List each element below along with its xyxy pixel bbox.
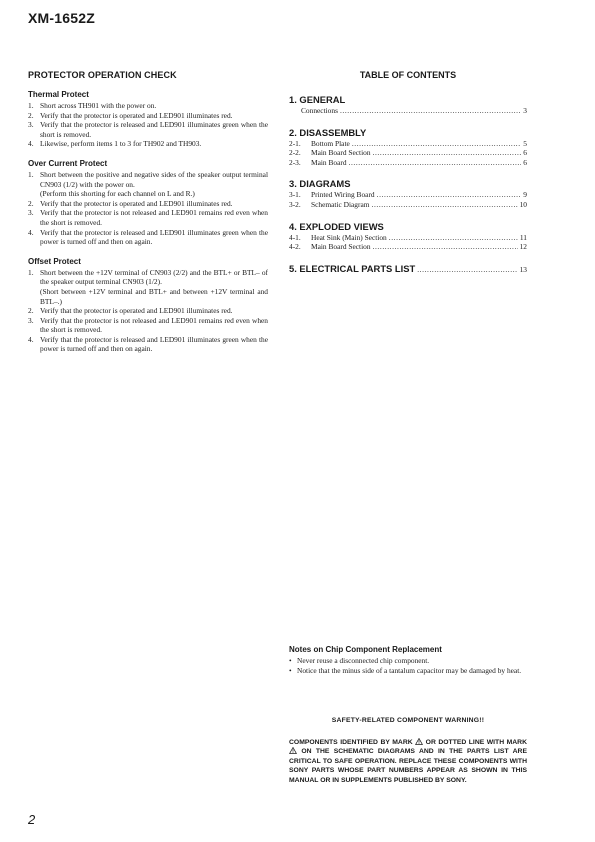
toc-section-title: 5. ELECTRICAL PARTS LIST	[289, 262, 416, 274]
item-text	[40, 268, 268, 306]
list-item	[28, 306, 268, 316]
item-text: Verify that the protector is operated and LED901 illuminates red.	[40, 306, 233, 316]
thermal-protect-title: Thermal Protect	[28, 90, 89, 99]
item-text: Verify that the protector is released and LED901 illuminates green when the short is removed.	[40, 120, 268, 139]
warning-text-2: OR DOTTED LINE WITH MARK	[425, 739, 527, 746]
item-number: 2.	[28, 306, 34, 316]
toc-section-title[interactable]: 2. DISASSEMBLY	[289, 126, 367, 138]
table-of-contents	[289, 70, 527, 274]
toc-entry[interactable]	[289, 190, 527, 200]
toc-entry-number: 4-1.	[289, 232, 301, 242]
toc-entry-number: 2-2.	[289, 148, 301, 158]
toc-section-exploded-views	[289, 221, 527, 252]
thermal-protect-group	[28, 90, 268, 149]
leader-dots	[352, 139, 521, 149]
toc-entry-page: 12	[519, 242, 527, 252]
leader-dots	[349, 158, 522, 168]
toc-entry[interactable]	[289, 106, 527, 116]
toc-entry-text: Schematic Diagram	[311, 199, 370, 209]
toc-entry-text: Main Board Section	[311, 242, 371, 252]
item-text-extra: (Perform this shorting for each channel on L and R.)	[40, 189, 195, 199]
item-text-main: Short between the positive and negative sides of the speaker output terminal CN903 (1/2) with the power on.	[40, 169, 268, 189]
item-text: Verify that the protector is not released and LED901 remains red even when the short is removed.	[40, 315, 268, 335]
safety-warning-title: SAFETY-RELATED COMPONENT WARNING!!	[331, 717, 485, 724]
item-number: 1.	[28, 267, 34, 277]
leader-dots	[377, 190, 522, 200]
toc-entry-number: 3-1.	[289, 190, 301, 200]
offset-protect-title: Offset Protect	[28, 256, 81, 266]
toc-entry[interactable]	[289, 200, 527, 210]
item-text: Verify that the protector is operated and LED901 illuminates red.	[40, 110, 233, 120]
item-text	[40, 170, 268, 199]
leader-dots	[389, 233, 518, 243]
toc-entry-page: 9	[523, 190, 527, 200]
item-text: Verify that the protector is not released and LED901 remains red even when the short is removed.	[40, 208, 268, 227]
toc-entry-number: 4-2.	[289, 242, 301, 252]
list-item	[28, 199, 268, 209]
over-current-protect-group	[28, 159, 268, 247]
toc-entry-number: 2-3.	[289, 157, 301, 167]
leader-dots	[373, 148, 522, 158]
leader-dots	[417, 265, 517, 274]
warning-text-3: ON THE SCHEMATIC DIAGRAMS AND IN THE PARTS LIST ARE CRITICAL TO SAFE OPERATION. REPLACE THESE COMPONENTS WITH SONY PARTS WHOSE PART NUMBERS APPEAR AS SHOWN IN THIS MANUAL OR IN SUPPLEMENTS PUBLISHED BY SONY.	[289, 748, 528, 784]
list-item	[289, 666, 527, 676]
item-text: Verify that the protector is released and LED901 illuminates green when the power is turned off and then on again.	[40, 227, 268, 247]
item-number: 3.	[28, 120, 34, 130]
toc-entry-page: 3	[523, 106, 527, 115]
toc-entry-number: 2-1.	[289, 138, 301, 148]
toc-section-title[interactable]: 4. EXPLODED VIEWS	[289, 220, 384, 232]
toc-entry[interactable]	[289, 148, 527, 158]
item-text: Verify that the protector is released and LED901 illuminates green when the power is turned off and then on again.	[40, 334, 268, 354]
toc-entry-text: Main Board	[311, 157, 347, 167]
bullet-icon: •	[289, 665, 292, 675]
toc-section-disassembly	[289, 127, 527, 168]
bullet-icon: •	[289, 656, 292, 665]
warning-triangle-icon	[415, 738, 423, 745]
protector-operation-check	[28, 70, 268, 364]
toc-section-diagrams	[289, 178, 527, 209]
toc-title: TABLE OF CONTENTS	[359, 70, 457, 80]
protector-title: PROTECTOR OPERATION CHECK	[28, 70, 177, 80]
item-number: 4.	[28, 139, 34, 149]
list-item	[28, 335, 268, 354]
list-item	[28, 170, 268, 199]
toc-entry[interactable]	[289, 158, 527, 168]
toc-section-title[interactable]: 1. GENERAL	[289, 94, 346, 105]
toc-section-general	[289, 94, 527, 116]
item-number: 1.	[28, 101, 34, 110]
list-item	[28, 228, 268, 247]
item-number: 2.	[28, 110, 34, 120]
toc-section-title[interactable]: 3. DIAGRAMS	[289, 178, 351, 190]
item-text: Verify that the protector is operated and LED901 illuminates red.	[40, 198, 233, 208]
leader-dots	[373, 242, 518, 252]
notes-title: Notes on Chip Component Replacement	[289, 645, 442, 654]
toc-entry-text: Heat Sink (Main) Section	[311, 232, 387, 242]
toc-entry[interactable]	[289, 233, 527, 243]
offset-protect-group	[28, 257, 268, 354]
toc-entry-text: Connections	[301, 106, 338, 115]
toc-entry-page: 13	[519, 264, 527, 274]
list-item	[28, 268, 268, 306]
item-text: Likewise, perform items 1 to 3 for TH902 and TH903.	[40, 139, 202, 149]
toc-entry-page: 6	[523, 148, 527, 158]
chip-component-notes	[289, 645, 527, 675]
item-number: 3.	[28, 208, 34, 218]
leader-dots	[372, 200, 518, 210]
item-number: 4.	[28, 334, 34, 344]
over-current-protect-title: Over Current Protect	[28, 158, 108, 168]
toc-entry-page: 6	[523, 157, 527, 167]
list-item	[289, 656, 527, 666]
list-item	[28, 208, 268, 227]
toc-entry-text: Bottom Plate	[311, 138, 350, 148]
list-item	[28, 316, 268, 335]
item-number: 3.	[28, 315, 34, 325]
toc-entry-text: Main Board Section	[311, 148, 371, 158]
toc-entry[interactable]	[289, 242, 527, 252]
page-number: 2	[28, 812, 36, 827]
item-text: Short across TH901 with the power on.	[40, 101, 157, 110]
item-number: 4.	[28, 227, 34, 237]
list-item	[28, 101, 268, 111]
item-number: 1.	[28, 169, 34, 179]
toc-entry-text: Printed Wiring Board	[311, 190, 375, 200]
safety-warning-body	[289, 738, 527, 785]
item-number: 2.	[28, 198, 34, 208]
toc-entry-number: 3-2.	[289, 199, 301, 209]
item-text-extra: (Short between +12V terminal and BTL+ and between +12V terminal and BTL–.)	[40, 286, 268, 306]
leader-dots	[340, 106, 521, 116]
list-item	[28, 139, 268, 149]
item-text-main: Short between the +12V terminal of CN903 (2/2) and the BTL+ or BTL– of the speaker output terminal CN903 (1/2).	[40, 267, 268, 287]
toc-entry-page: 11	[519, 232, 527, 242]
bullet-text: Notice that the minus side of a tantalum capacitor may be damaged by heat.	[297, 665, 522, 675]
list-item	[28, 111, 268, 121]
safety-warning	[289, 717, 527, 785]
warning-triangle-icon	[289, 747, 297, 754]
toc-entry[interactable]	[289, 139, 527, 149]
model-number: XM-1652Z	[28, 10, 95, 26]
bullet-text: Never reuse a disconnected chip component.	[297, 656, 430, 665]
list-item	[28, 120, 268, 139]
warning-text-1: COMPONENTS IDENTIFIED BY MARK	[289, 739, 413, 746]
toc-entry-page: 5	[523, 138, 527, 148]
toc-section-electrical-parts-list[interactable]	[289, 263, 527, 274]
toc-entry-page: 10	[519, 199, 527, 209]
